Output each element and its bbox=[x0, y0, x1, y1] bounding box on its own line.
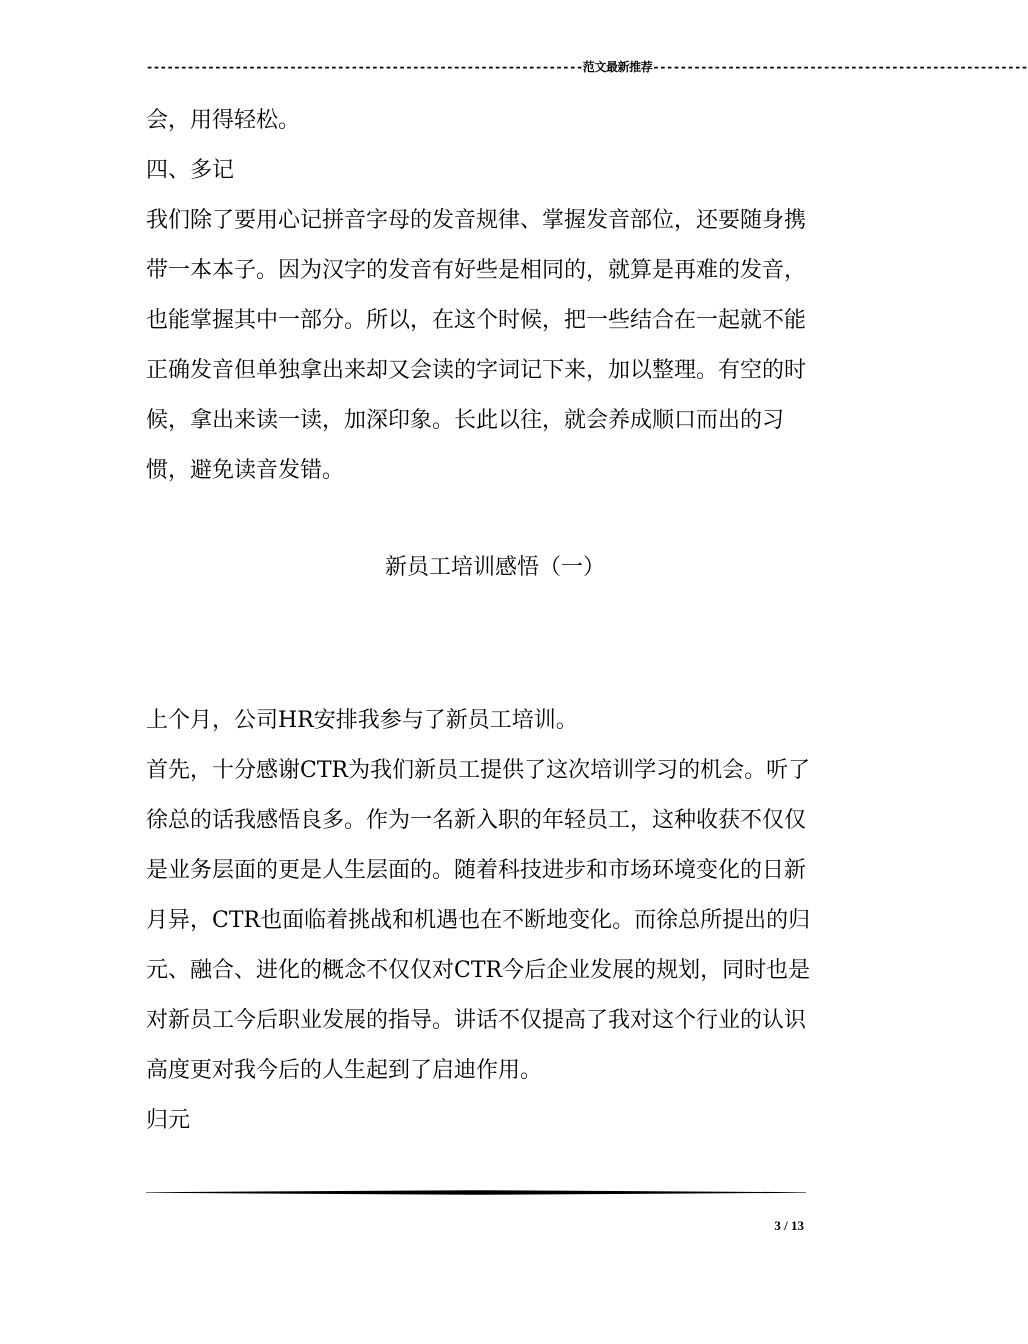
page-number: 3 / 13 bbox=[774, 1218, 804, 1233]
section-one bbox=[146, 96, 814, 496]
page-header: ----------------------------------------------------------------范文最新推荐------------------------------------------------------- bbox=[146, 60, 1028, 74]
section-heading: 归元 bbox=[146, 1108, 191, 1133]
section-heading: 四、多记 bbox=[146, 158, 235, 183]
section-two bbox=[146, 696, 814, 1146]
paragraph: 上个月，公司HR安排我参与了新员工培训。 bbox=[146, 708, 578, 733]
paragraph: 我们除了要用心记拼音字母的发音规律、掌握发音部位，还要随身携带一本本子。因为汉字的发音有好些是相同的，就算是再难的发音，也能掌握其中一部分。所以，在这个时候，把一些结合在一起就不能正确发音但单独拿出来却又会读的字词记下来，加以整理。有空的时候，拿出来读一读，加深印象。长此以往，就会养成顺口而出的习惯，避免读音发错。 bbox=[146, 208, 807, 483]
paragraph: 首先，十分感谢CTR为我们新员工提供了这次培训学习的机会。听了徐总的话我感悟良多。作为一名新入职的年轻员工，这种收获不仅仅是业务层面的更是人生层面的。随着科技进步和市场环境变化的日新月异，CTR也面临着挑战和机遇也在不断地变化。而徐总所提出的归元、融合、进化的概念不仅仅对CTR今后企业发展的规划，同时也是对新员工今后职业发展的指导。讲话不仅提高了我对这个行业的认识高度更对我今后的人生起到了启迪作用。 bbox=[146, 758, 811, 1083]
document-title: 新员工培训感悟（一） bbox=[384, 555, 605, 580]
paragraph: 会，用得轻松。 bbox=[146, 108, 301, 133]
footer-divider bbox=[146, 1190, 806, 1195]
